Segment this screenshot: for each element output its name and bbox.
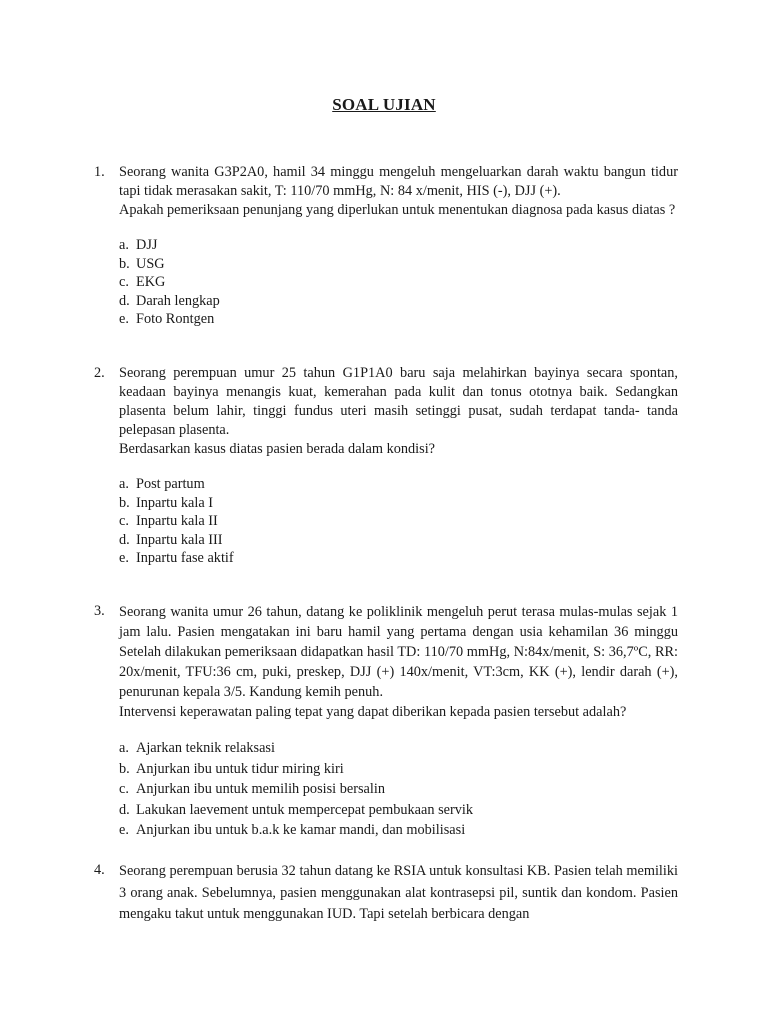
question-2 xyxy=(94,364,678,568)
question-number: 4. xyxy=(94,862,105,878)
option-d xyxy=(119,292,678,311)
question-4 xyxy=(94,861,678,926)
option-d xyxy=(119,800,678,821)
option-text: Ajarkan teknik relaksasi xyxy=(136,740,275,756)
question-body xyxy=(119,163,678,329)
option-letter: b. xyxy=(119,760,130,777)
option-text: Inpartu kala III xyxy=(136,531,223,548)
option-letter: b. xyxy=(119,255,130,272)
option-letter: e. xyxy=(119,822,129,838)
option-text: EKG xyxy=(136,274,166,290)
option-text: Anjurkan ibu untuk b.a.k ke kamar mandi, dan mobilisasi xyxy=(136,822,466,838)
option-letter: c. xyxy=(119,513,129,529)
option-text: Lakukan laevement untuk mempercepat pembukaan servik xyxy=(136,801,474,818)
options-list xyxy=(119,236,678,329)
option-letter: a. xyxy=(119,740,129,756)
option-c xyxy=(119,273,678,292)
question-stem: Seorang wanita umur 26 tahun, datang ke poliklinik mengeluh perut terasa mulas-mulas sejak 1 jam lalu. Pasien mengatakan ini baru hamil yang pertama dengan usia kehamilan 36 minggu Setelah dilakukan pemeriksaan didapatkan hasil TD: 110/70 mmHg, N:84x/menit, S: 36,7ºC, RR: 20x/menit, TFU:36 cm, puki, preskep, DJJ (+) 140x/menit, VT:3cm, KK (+), lendir darah (+), penurunan kepala 3/5. Kandung kemih penuh. xyxy=(119,604,678,700)
option-letter: d. xyxy=(119,801,130,818)
question-3 xyxy=(94,602,678,841)
option-c xyxy=(119,779,678,800)
options-list xyxy=(119,738,678,841)
option-letter: b. xyxy=(119,494,130,511)
option-text: Darah lengkap xyxy=(136,292,220,309)
option-text: Post partum xyxy=(136,476,205,492)
question-number: 1. xyxy=(94,164,105,180)
option-e xyxy=(119,820,678,841)
question-stem: Seorang perempuan berusia 32 tahun datang ke RSIA untuk konsultasi KB. Pasien telah memiliki 3 orang anak. Sebelumnya, pasien menggunakan alat kontrasepsi pil, suntik dan kondom. Pasien mengaku takut untuk menggunakan IUD. Tapi setelah berbicara dengan xyxy=(119,863,678,922)
question-prompt: Apakah pemeriksaan penunjang yang diperlukan untuk menentukan diagnosa pada kasus diatas ? xyxy=(119,202,676,218)
question-stem: Seorang wanita G3P2A0, hamil 34 minggu mengeluh mengeluarkan darah waktu bangun tidur tapi tidak merasakan sakit, T: 110/70 mmHg, N: 84 x/menit, HIS (-), DJJ (+). xyxy=(119,164,678,199)
option-e xyxy=(119,549,678,568)
question-number: 3. xyxy=(94,603,105,619)
option-text: USG xyxy=(136,255,165,272)
question-prompt: Berdasarkan kasus diatas pasien berada dalam kondisi? xyxy=(119,441,436,457)
question-body xyxy=(119,602,678,841)
question-prompt: Intervensi keperawatan paling tepat yang dapat diberikan kepada pasien tersebut adalah? xyxy=(119,704,627,720)
option-text: DJJ xyxy=(136,237,158,253)
option-c xyxy=(119,512,678,531)
option-text: Inpartu fase aktif xyxy=(136,550,234,566)
option-text: Anjurkan ibu untuk tidur miring kiri xyxy=(136,760,344,777)
option-a xyxy=(119,738,678,759)
option-b xyxy=(119,759,678,780)
option-b xyxy=(119,255,678,274)
option-text: Inpartu kala II xyxy=(136,513,218,529)
option-letter: c. xyxy=(119,274,129,290)
question-number: 2. xyxy=(94,365,105,381)
option-letter: e. xyxy=(119,311,129,327)
option-letter: e. xyxy=(119,550,129,566)
option-letter: a. xyxy=(119,237,129,253)
question-stem: Seorang perempuan umur 25 tahun G1P1A0 baru saja melahirkan bayinya secara spontan, keadaan bayinya menangis kuat, kemerahan pada kulit dan tonus ototnya baik. Sedangkan plasenta belum lahir, tinggi fundus uteri masih setinggi pusat, sudah terdapat tanda- tanda pelepasan plasenta. xyxy=(119,365,678,438)
page-title: SOAL UJIAN xyxy=(332,95,436,114)
option-a xyxy=(119,236,678,255)
question-1 xyxy=(94,163,678,329)
option-text: Inpartu kala I xyxy=(136,494,214,511)
option-e xyxy=(119,310,678,329)
option-d xyxy=(119,531,678,550)
option-b xyxy=(119,494,678,513)
options-list xyxy=(119,475,678,568)
question-body xyxy=(119,861,678,926)
option-letter: d. xyxy=(119,531,130,548)
option-text: Foto Rontgen xyxy=(136,311,215,327)
option-text: Anjurkan ibu untuk memilih posisi bersalin xyxy=(136,781,385,797)
option-letter: c. xyxy=(119,781,129,797)
option-letter: a. xyxy=(119,476,129,492)
option-letter: d. xyxy=(119,292,130,309)
question-body xyxy=(119,364,678,568)
option-a xyxy=(119,475,678,494)
